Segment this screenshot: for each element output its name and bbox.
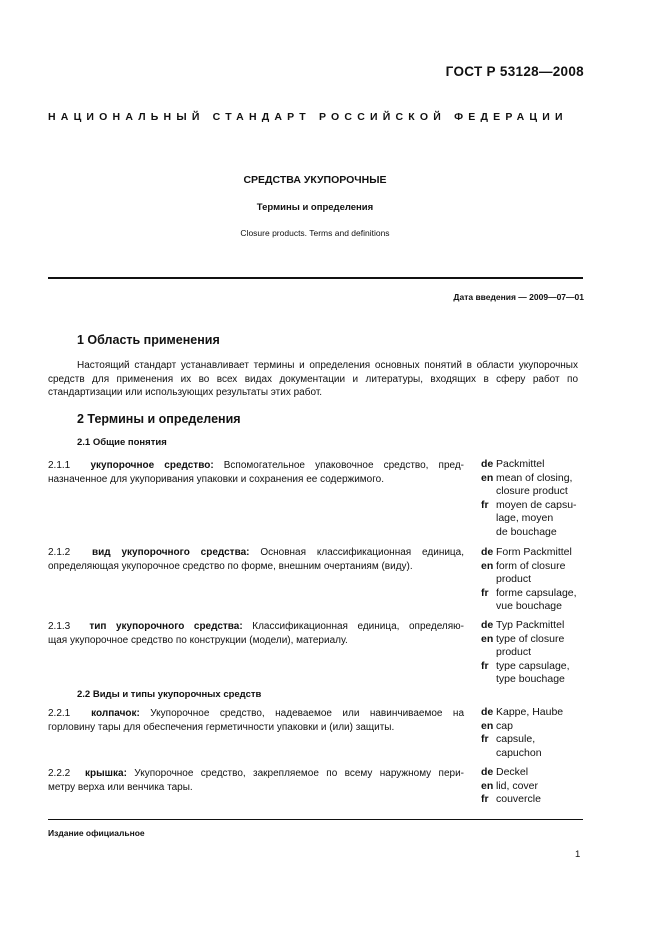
term-name: крышка:	[85, 768, 127, 779]
divider-line	[48, 277, 583, 279]
term-entry-2-1-3	[48, 620, 464, 647]
equivalent-text: type bouchage	[496, 673, 565, 686]
term-equivalents-2-1-2	[481, 546, 591, 614]
equivalent-text: moyen de capsu-	[496, 498, 577, 511]
term-entry-2-1-1	[48, 459, 464, 486]
national-standard-banner: НАЦИОНАЛЬНЫЙ СТАНДАРТ РОССИЙСКОЙ ФЕДЕРАЦИИ	[48, 111, 568, 123]
lang-code: en	[481, 632, 494, 645]
lang-code: de	[481, 458, 494, 470]
lang-code: de	[481, 766, 494, 778]
term-equivalents-2-2-1	[481, 706, 591, 760]
equivalent-text: lage, moyen	[496, 512, 554, 525]
term-name: колпачок:	[91, 708, 140, 719]
document-title: СРЕДСТВА УКУПОРОЧНЫЕ	[243, 174, 387, 186]
term-definition-line1: Основная классификационная единица,	[260, 547, 465, 558]
term-equivalents-2-1-3	[481, 619, 591, 687]
equivalent-text: type capsulage,	[496, 659, 570, 672]
section-1-text	[48, 359, 578, 400]
term-definition-line1: Вспомогательное упаковочное средство, пред-	[223, 460, 465, 471]
equivalent-text: capuchon	[496, 746, 542, 759]
english-title: Closure products. Terms and definitions	[240, 228, 390, 238]
lang-code: en	[481, 559, 494, 572]
footer-divider	[48, 819, 583, 820]
term-equivalents-2-2-2	[481, 766, 591, 807]
term-definition-rest: назначенное для укупоривания упаковки и сохранения ее содержимого.	[48, 473, 384, 485]
edition-note: Издание официальное	[48, 828, 145, 838]
term-entry-2-1-2	[48, 546, 464, 573]
subsection-2-2-heading: 2.2 Виды и типы укупорочных средств	[77, 689, 262, 700]
term-definition-rest: определяющая укупорочное средство по форме, внешним очертаниям (виду).	[48, 560, 413, 572]
equivalent-text: de bouchage	[496, 525, 557, 538]
term-definition-rest: горловину тары для обеспечения герметичности упаковки и (или) защиты.	[48, 721, 395, 733]
equivalent-text: Packmittel	[496, 458, 545, 470]
lang-code: de	[481, 619, 494, 631]
lang-code: fr	[481, 586, 489, 599]
equivalent-text: product	[496, 646, 532, 659]
lang-code: fr	[481, 733, 489, 746]
equivalent-text: Kappe, Haube	[496, 706, 564, 718]
equivalent-text: Typ Packmittel	[496, 619, 565, 631]
equivalent-text: type of closure	[496, 632, 565, 645]
lang-code: fr	[481, 659, 489, 672]
lang-code: en	[481, 471, 494, 484]
lang-code: fr	[481, 498, 489, 511]
term-definition-rest: щая укупорочное средство по конструкции (модели), материалу.	[48, 634, 348, 646]
document-subtitle: Термины и определения	[256, 202, 374, 213]
term-definition-rest: метру верха или венчика тары.	[48, 781, 193, 793]
term-number: 2.2.1	[48, 708, 71, 719]
equivalent-text: capsule,	[496, 733, 536, 746]
equivalent-text: product	[496, 573, 532, 586]
section-2-heading: 2 Термины и определения	[77, 412, 241, 426]
equivalent-text: cap	[496, 719, 513, 732]
term-entry-2-2-2	[48, 767, 464, 794]
term-name: укупорочное средство:	[90, 460, 214, 471]
term-number: 2.1.1	[48, 460, 71, 471]
term-equivalents-2-1-1	[481, 458, 591, 540]
term-definition-line1: Классификационная единица, определяю-	[252, 621, 465, 632]
term-number: 2.1.3	[48, 621, 71, 632]
equivalent-text: vue bouchage	[496, 600, 562, 613]
term-name: вид укупорочного средства:	[91, 547, 250, 558]
equivalent-text: lid, cover	[496, 779, 539, 792]
equivalent-text: closure product	[496, 485, 568, 498]
term-definition-line1: Укупорочное средство, закрепляемое по всему наружному пери-	[134, 768, 465, 779]
equivalent-text: form of closure	[496, 559, 566, 572]
lang-code: de	[481, 546, 494, 558]
term-name: тип укупорочного средства:	[89, 621, 243, 632]
lang-code: en	[481, 779, 494, 792]
term-number: 2.1.2	[48, 547, 71, 558]
equivalent-text: forme capsulage,	[496, 586, 577, 599]
lang-code: fr	[481, 793, 489, 806]
section-1-body: Настоящий стандарт устанавливает термины и определения основных понятий в области укупорочных средств для применения их во всех видах документации и литературы, входящих в сферу работ по стандартизации или использующих результаты этих работ.	[48, 360, 578, 398]
standard-number: ГОСТ Р 53128—2008	[445, 64, 584, 79]
equivalent-text: couvercle	[496, 793, 541, 806]
page-number: 1	[575, 849, 581, 860]
equivalent-text: Deckel	[496, 766, 529, 778]
equivalent-text: Form Packmittel	[496, 546, 572, 558]
effective-date: Дата введения — 2009—07—01	[453, 292, 584, 302]
term-entry-2-2-1	[48, 707, 464, 734]
subsection-2-1-heading: 2.1 Общие понятия	[77, 437, 167, 448]
term-definition-line1: Укупорочное средство, надеваемое или навинчиваемое на	[150, 708, 465, 719]
term-number: 2.2.2	[48, 768, 71, 779]
section-1-heading: 1 Область применения	[77, 333, 220, 347]
lang-code: de	[481, 706, 494, 718]
equivalent-text: mean of closing,	[496, 471, 573, 484]
lang-code: en	[481, 719, 494, 732]
